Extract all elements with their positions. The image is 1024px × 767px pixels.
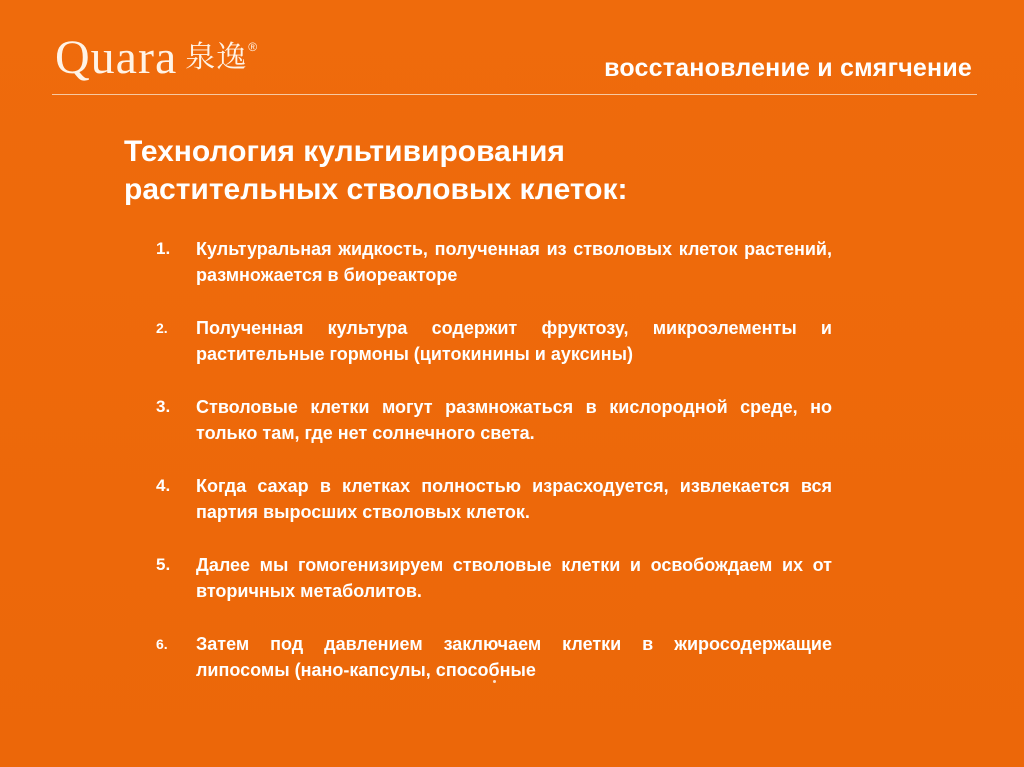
list-item [156, 315, 832, 367]
step-number: 2. [156, 320, 168, 336]
step-number: 1. [156, 239, 171, 258]
list-item [156, 236, 832, 288]
list-item [156, 631, 832, 683]
stray-dot [493, 680, 496, 683]
step-text: Когда сахар в клетках полностью израсходуется, извлекается вся партия выросших стволовых клеток. [196, 476, 832, 522]
steps-list [156, 236, 832, 710]
step-text: Культуральная жидкость, полученная из стволовых клеток растений, размножается в биореакторе [196, 239, 832, 285]
logo-latin-text: Quara [55, 31, 178, 84]
quara-logo [55, 31, 258, 84]
step-number: 5. [156, 555, 171, 574]
slide-title-line-2: растительных стволовых клеток: [124, 173, 628, 206]
slide-title [124, 133, 824, 209]
header-subtitle: восстановление и смягчение [604, 54, 972, 82]
logo-cjk-text: 泉逸 [185, 40, 248, 75]
step-text: Далее мы гомогенизируем стволовые клетки и освобождаем их от вторичных метаболитов. [196, 555, 832, 601]
step-number: 6. [156, 636, 168, 652]
list-item [156, 394, 832, 446]
step-text: Полученная культура содержит фруктозу, микроэлементы и растительные гормоны (цитокинины и ауксины) [196, 318, 832, 364]
step-text: Стволовые клетки могут размножаться в кислородной среде, но только там, где нет солнечного света. [196, 397, 832, 443]
list-item [156, 552, 832, 604]
slide-title-line-1: Технология культивирования [124, 135, 565, 168]
list-item [156, 473, 832, 525]
registered-mark: ® [248, 40, 258, 54]
step-number: 3. [156, 397, 171, 416]
step-number: 4. [156, 476, 171, 495]
step-text: Затем под давлением заключаем клетки в жиросодержащие липосомы (нано-капсулы, способные [196, 634, 832, 680]
header-divider [52, 94, 977, 95]
